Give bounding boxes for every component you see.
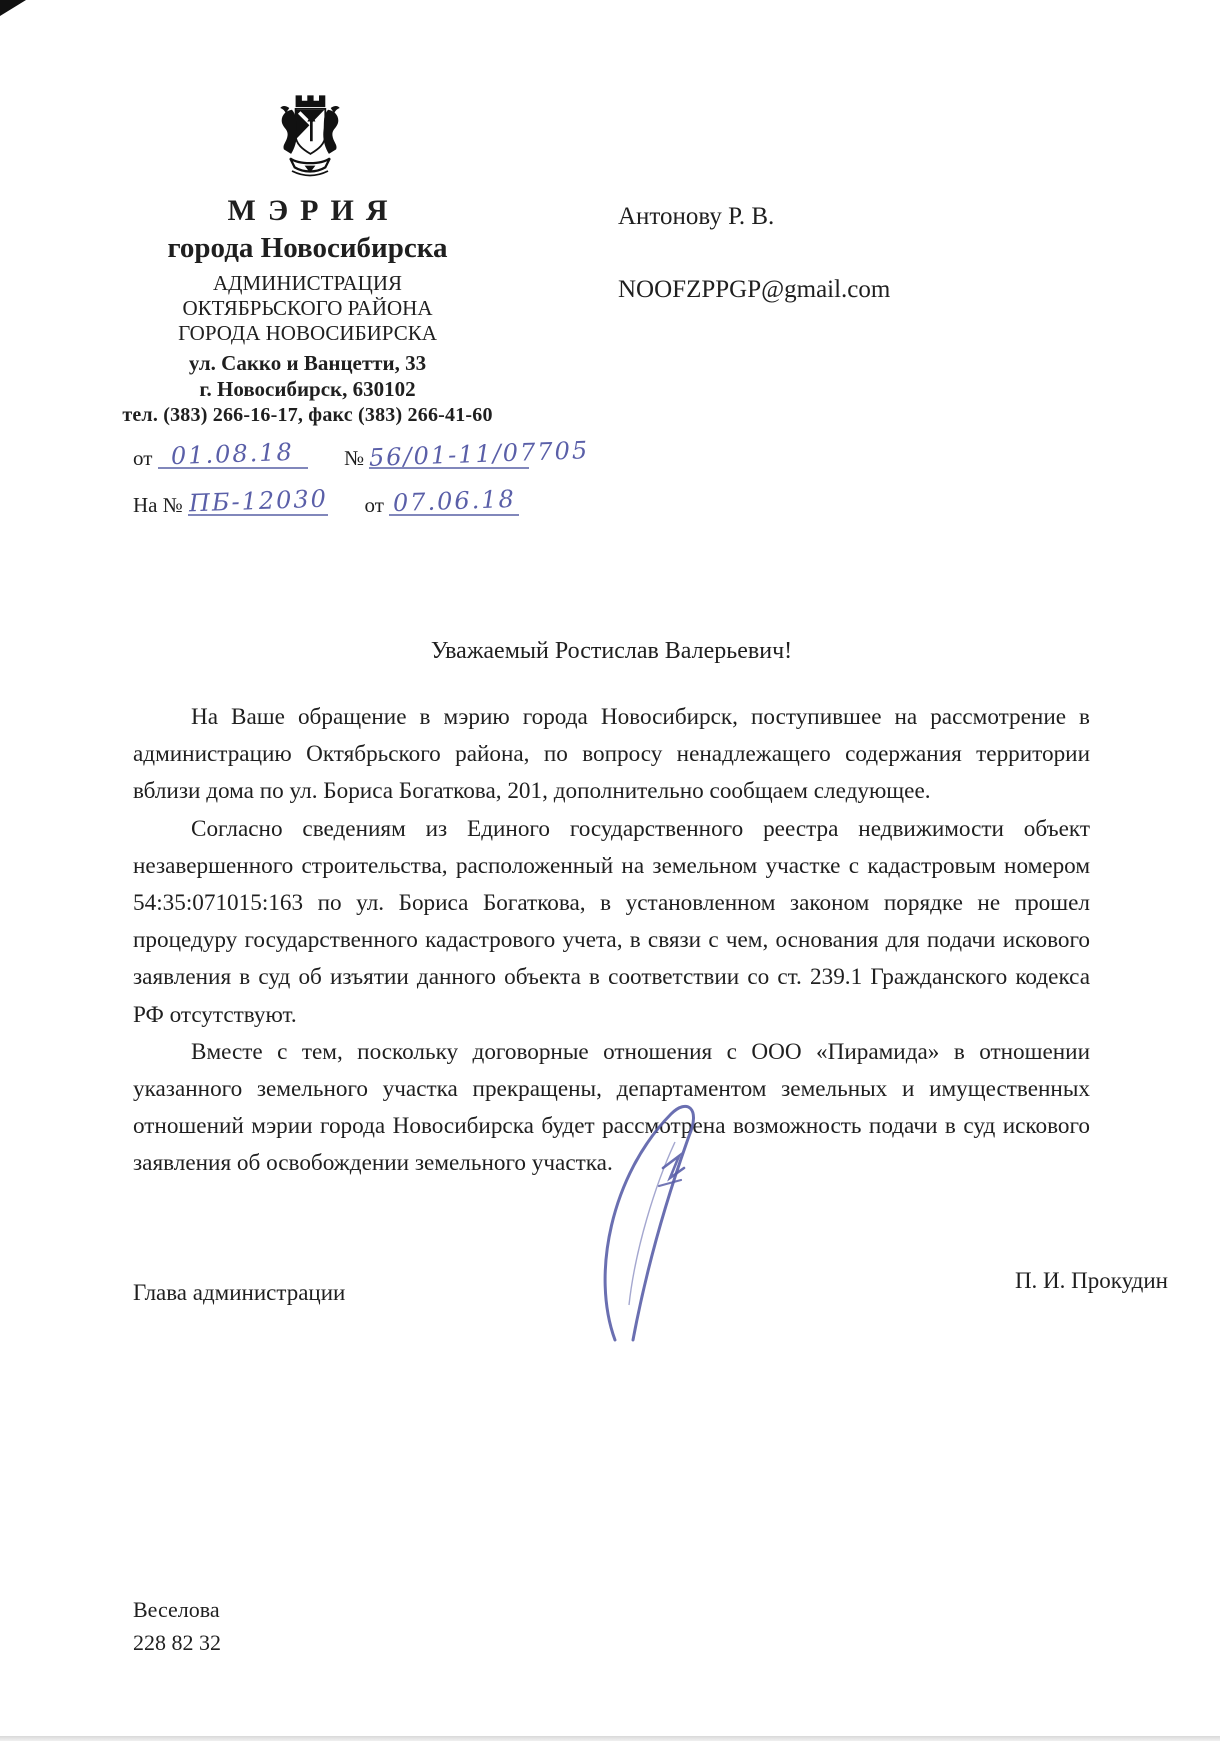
body-paragraph-2: Согласно сведениям из Единого государственного реестра недвижимости объект незавершенного строительства, расположенный на земельном участке с кадастровым номером 54:35:071015:163 по ул. Бориса Богаткова, в установленном законом порядке не прошел процедуру государственного кадастрового учета, в связи с чем, основания для подачи искового заявления в суд об изъятии данного объекта в соответствии со ст. 239.1 Гражданского кодекса РФ отсутствуют. <box>133 815 1090 1028</box>
out-date-label: от <box>133 446 153 470</box>
scan-artifact-bottom-edge <box>0 1736 1220 1741</box>
address-line1: ул. Сакко и Ванцетти, 33 <box>188 351 427 375</box>
out-number-blank <box>368 436 591 472</box>
salutation: Уважаемый Ростислав Валерьевич! <box>430 638 793 664</box>
body-paragraph-3: Вместе с тем, поскольку договорные отношения с ООО «Пирамида» в отношении указанного земельного участка прекращены, департаментом земельных и имущественных отношений мэрии города Новосибирска будет рассмотрена возможность подачи в суд искового заявления об освобождении земельного участка. <box>133 1038 1090 1177</box>
in-number-blank <box>187 484 328 518</box>
dept-line3: ГОРОДА НОВОСИБИРСКА <box>178 321 437 345</box>
handwritten-signature-icon <box>583 1100 733 1350</box>
body-paragraph-1: На Ваше обращение в мэрию города Новосибирск, поступившее на рассмотрение в администрацию Октябрьского района, по вопросу ненадлежащего содержания территории вблизи дома по ул. Бориса Богаткова, 201, дополнительно сообщаем следующее. <box>133 704 1090 805</box>
dept-line1: АДМИНИСТРАЦИЯ <box>213 271 402 295</box>
org-name-line2: города Новосибирска <box>167 232 448 264</box>
out-date-blank <box>158 437 308 471</box>
executor-phone: 228 82 32 <box>133 1630 221 1655</box>
in-number-label: На № <box>133 493 183 517</box>
phone-fax-line: тел. (383) 266-16-17, факс (383) 266-41-60 <box>122 404 493 426</box>
signer-position-title: Глава администрации <box>133 1280 346 1305</box>
scan-artifact-corner <box>0 0 26 16</box>
novosibirsk-coat-of-arms-icon <box>262 90 358 198</box>
in-date-label: от <box>364 493 384 517</box>
outgoing-reference-line <box>133 436 591 472</box>
recipient-name: Антонову Р. В. <box>618 203 775 230</box>
org-name-line1: МЭРИЯ <box>227 194 400 227</box>
in-date-blank <box>389 484 519 518</box>
address-line2: г. Новосибирск, 630102 <box>199 377 416 401</box>
recipient-email: NOOFZPPGP@gmail.com <box>618 276 891 303</box>
signer-name: П. И. Прокудин <box>1014 1268 1168 1293</box>
in-date-handwritten: 07.06.18 <box>392 484 516 518</box>
incoming-reference-line <box>133 484 519 518</box>
out-date-handwritten: 01.08.18 <box>170 437 295 471</box>
out-number-label: № <box>344 446 365 470</box>
executor-name: Веселова <box>133 1597 220 1622</box>
in-number-handwritten: ПБ-12030 <box>187 484 328 518</box>
out-number-handwritten: 56/01-11/07705 <box>368 436 591 472</box>
dept-line2: ОКТЯБРЬСКОГО РАЙОНА <box>182 296 433 320</box>
